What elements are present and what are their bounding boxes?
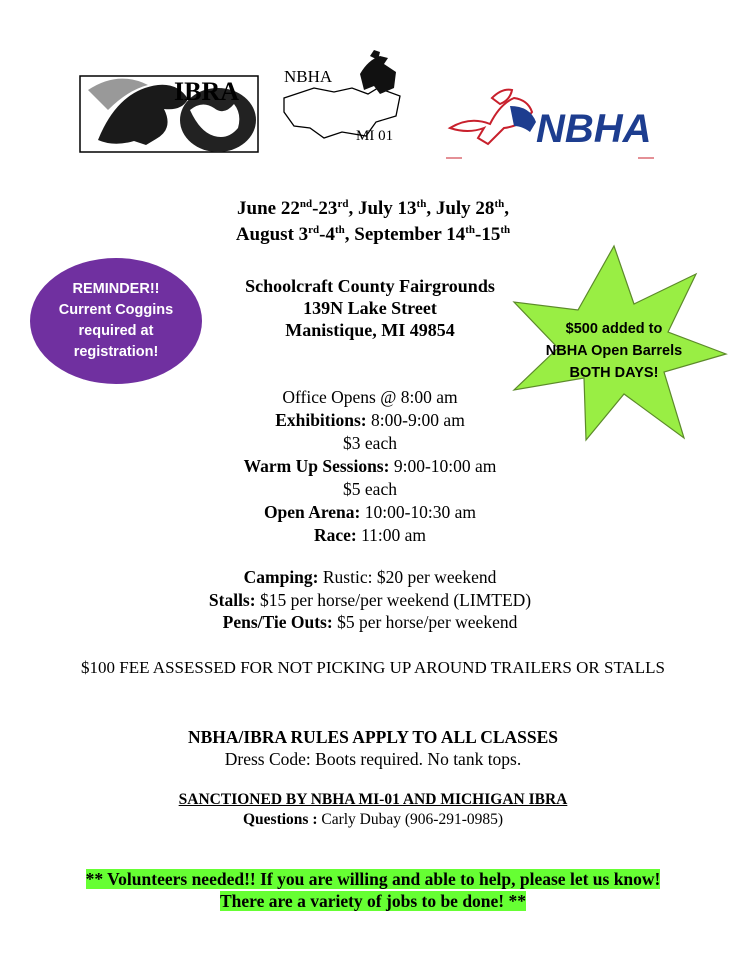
star-line: NBHA Open Barrels xyxy=(545,343,683,359)
schedule-value: 9:00-10:00 am xyxy=(389,456,497,476)
ibra-logo xyxy=(78,70,262,156)
event-dates xyxy=(0,196,746,248)
dress-code: Dress Code: Boots required. No tank tops. xyxy=(224,749,522,769)
daily-schedule xyxy=(150,386,590,547)
reminder-line: registration! xyxy=(73,344,159,360)
date-text: -23 xyxy=(312,198,338,219)
rules-section xyxy=(60,726,686,770)
date-text: , July 28 xyxy=(426,198,495,219)
schedule-label: Warm Up Sessions: xyxy=(243,456,390,476)
schedule-label: Open Arena: xyxy=(263,502,361,522)
date-suffix: th xyxy=(500,224,511,236)
schedule-item xyxy=(150,386,590,409)
schedule-item xyxy=(150,478,590,501)
volunteers-line: ** Volunteers needed!! If you are willing and able to help, please let us know! xyxy=(85,869,661,889)
date-suffix: th xyxy=(416,198,427,210)
fee-item xyxy=(100,611,640,634)
venue-name: Schoolcraft County Fairgrounds xyxy=(245,276,495,296)
sanction-section xyxy=(60,790,686,830)
sanction-line: SANCTIONED BY NBHA MI-01 AND MICHIGAN IBRA xyxy=(178,791,568,808)
date-suffix: th xyxy=(494,198,505,210)
fee-value: Rustic: $20 per weekend xyxy=(318,567,497,587)
nbha-logo xyxy=(440,78,670,166)
star-line: $500 added to xyxy=(565,321,663,337)
schedule-value: $5 each xyxy=(343,479,397,499)
date-text: , xyxy=(504,198,509,219)
date-suffix: rd xyxy=(337,198,349,210)
schedule-value: 8:00-9:00 am xyxy=(366,410,465,430)
date-text: June 22 xyxy=(237,198,300,219)
date-suffix: th xyxy=(465,224,476,236)
volunteers-callout xyxy=(0,868,746,912)
nbha-mi01-logo xyxy=(278,48,418,148)
date-suffix: nd xyxy=(299,198,313,210)
ibra-logo-text: IBRA xyxy=(174,77,240,106)
fee-value: $15 per horse/per weekend (LIMTED) xyxy=(255,589,532,610)
date-text: -15 xyxy=(475,224,501,245)
schedule-label: Race: xyxy=(313,525,357,545)
schedule-value: 11:00 am xyxy=(356,525,427,545)
schedule-item xyxy=(150,432,590,455)
volunteers-line: There are a variety of jobs to be done! ** xyxy=(219,891,527,911)
rules-heading: NBHA/IBRA RULES APPLY TO ALL CLASSES xyxy=(187,727,559,747)
schedule-item xyxy=(150,409,590,432)
coggins-reminder-badge xyxy=(30,258,202,384)
questions-value: Carly Dubay (906-291-0985) xyxy=(317,811,504,828)
nbha-logo-text: NBHA xyxy=(536,107,652,151)
reminder-line: REMINDER!! xyxy=(72,281,160,297)
trailer-fee-notice: $100 FEE ASSESSED FOR NOT PICKING UP AROUND TRAILERS OR STALLS xyxy=(81,658,665,677)
fee-label: Pens/Tie Outs: xyxy=(222,612,333,632)
fee-item xyxy=(100,589,640,612)
reminder-line: Current Coggins xyxy=(58,302,174,318)
date-text: , July 13 xyxy=(348,198,417,219)
nbha-mi01-logo-bottom: MI 01 xyxy=(356,128,394,144)
venue-city: Manistique, MI 49854 xyxy=(285,320,455,340)
schedule-label: Exhibitions: xyxy=(275,410,367,430)
fee-item xyxy=(100,566,640,589)
schedule-item xyxy=(150,455,590,478)
schedule-value: 10:00-10:30 am xyxy=(360,502,477,522)
fee-value: $5 per horse/per weekend xyxy=(332,612,518,632)
fees-list xyxy=(100,566,640,634)
star-line: BOTH DAYS! xyxy=(569,365,659,381)
schedule-item xyxy=(150,501,590,524)
schedule-item xyxy=(150,524,590,547)
schedule-value: Office Opens @ 8:00 am xyxy=(282,387,458,407)
date-text: , September 14 xyxy=(344,224,466,245)
venue-address xyxy=(220,275,520,341)
date-text: August 3 xyxy=(235,224,309,245)
reminder-line: required at xyxy=(78,323,154,339)
dates-line-1 xyxy=(0,196,746,222)
fee-label: Stalls: xyxy=(208,589,256,610)
venue-street: 139N Lake Street xyxy=(303,298,437,318)
questions-contact xyxy=(60,810,686,830)
date-suffix: rd xyxy=(308,224,320,236)
nbha-mi01-logo-top: NBHA xyxy=(284,67,333,86)
schedule-value: $3 each xyxy=(343,433,397,453)
questions-label: Questions : xyxy=(242,811,318,828)
fee-label: Camping: xyxy=(243,567,319,587)
date-suffix: th xyxy=(334,224,345,236)
date-text: -4 xyxy=(319,224,335,245)
bonus-star-text xyxy=(500,318,728,384)
